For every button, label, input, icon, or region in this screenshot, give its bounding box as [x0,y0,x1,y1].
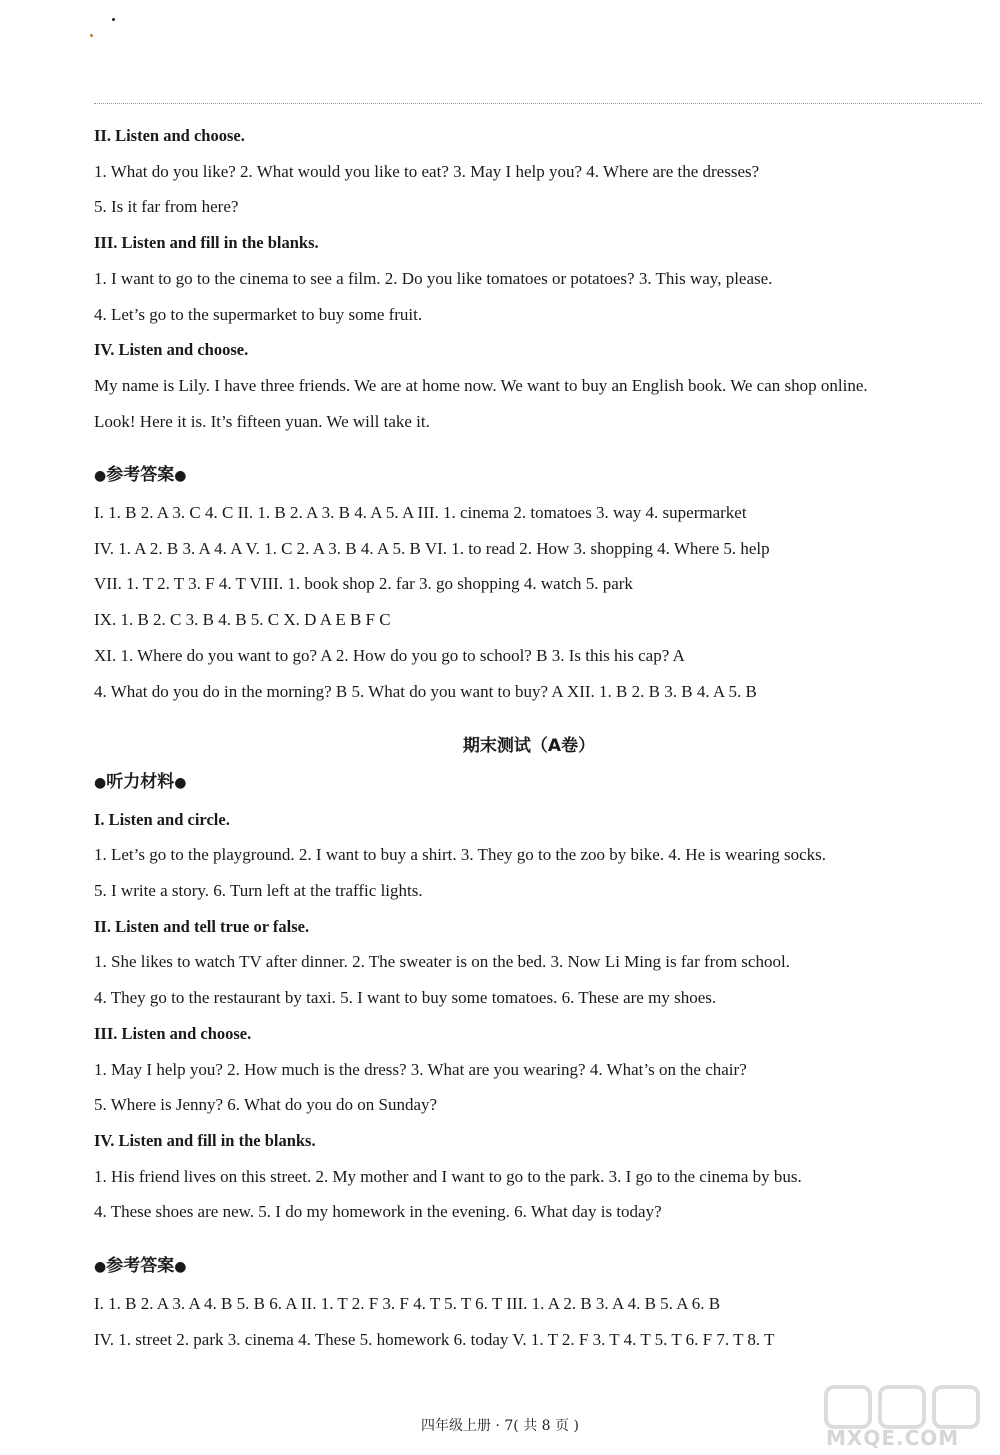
bullet-icon: ● [94,774,107,791]
answers-label-text: 参考答案 [106,465,175,486]
text-line: 1. What do you like? 2. What would you like to eat? 3. May I help you? 4. Where are the dresses? [94,161,760,181]
bullet-icon: ● [174,468,187,485]
listening-block [94,1016,964,1123]
listening-block [94,118,964,225]
text-line: 1. His friend lives on this street. 2. My mother and I want to go to the park. 3. I go to the cinema by bus. [94,1166,802,1186]
answer-line: IV. 1. A 2. B 3. A 4. A V. 1. C 2. A 3. B 4. A 5. B VI. 1. to read 2. How 3. shopping 4. Where 5. help [94,538,770,558]
text-line: 1. Let’s go to the playground. 2. I want to buy a shirt. 3. They go to the zoo by bike. 4. He is wearing socks. [94,845,826,865]
answers-list [94,495,964,709]
corner-mark [112,18,115,21]
text-line: 4. These shoes are new. 5. I do my homework in the evening. 6. What day is today? [94,1202,662,1222]
text-line: 4. They go to the restaurant by taxi. 5. I want to buy some tomatoes. 6. These are my shoes. [94,988,717,1008]
answer-line: IX. 1. B 2. C 3. B 4. B 5. C X. D A E B F C [94,610,391,630]
listening-block [94,802,964,909]
corner-mark [90,34,93,37]
block-heading: III. Listen and fill in the blanks. [94,233,319,253]
block-heading: II. Listen and tell true or false. [94,916,310,936]
section-title: 期末测试（A卷） [462,736,596,757]
bullet-icon: ● [174,1259,187,1276]
answers-list [94,1286,964,1357]
block-heading: IV. Listen and fill in the blanks. [94,1130,316,1150]
top-divider [94,103,982,104]
block-heading: II. Listen and choose. [94,126,245,145]
text-line: 5. Where is Jenny? 6. What do you do on Sunday? [94,1095,438,1115]
text-line: 1. May I help you? 2. How much is the dress? 3. What are you wearing? 4. What’s on the chair? [94,1059,747,1079]
text-line: 5. Is it far from here? [94,197,239,217]
watermark-text: MXQE.COM [826,1426,960,1450]
text-line: 1. I want to go to the cinema to see a film. 2. Do you like tomatoes or potatoes? 3. This way, please. [94,268,773,288]
text-line: Look! Here it is. It’s fifteen yuan. We will take it. [94,411,430,431]
text-line: 4. Let’s go to the supermarket to buy some fruit. [94,304,423,324]
answers-label [94,458,964,495]
block-heading: IV. Listen and choose. [94,340,249,360]
text-line: My name is Lily. I have three friends. We are at home now. We want to buy an English book. We can shop online. [94,375,868,395]
answer-line: I. 1. B 2. A 3. A 4. B 5. B 6. A II. 1. T 2. F 3. F 4. T 5. T 6. T III. 1. A 2. B 3. A 4. B 5. A 6. B [94,1293,721,1313]
block-heading: I. Listen and circle. [94,809,230,829]
answer-line: XI. 1. Where do you want to go? A 2. How do you go to school? B 3. Is this his cap? A [94,645,685,665]
listening-block [94,332,964,439]
text-line: 5. I write a story. 6. Turn left at the traffic lights. [94,881,423,901]
text-line: 1. She likes to watch TV after dinner. 2. The sweater is on the bed. 3. Now Li Ming is far from school. [94,952,790,972]
listening-block [94,1123,964,1230]
listening-block [94,909,964,1016]
answer-line: IV. 1. street 2. park 3. cinema 4. These 5. homework 6. today V. 1. T 2. F 3. T 4. T 5. T 6. F 7. T 8. T [94,1329,775,1349]
answers-label [94,1249,964,1286]
block-heading: III. Listen and choose. [94,1023,252,1043]
page-footer: 四年级上册 · 7( 共 8 页 ) [421,1418,579,1434]
listening-label [94,765,964,802]
bullet-icon: ● [94,1259,107,1276]
answer-line: 4. What do you do in the morning? B 5. What do you want to buy? A XII. 1. B 2. B 3. B 4. A 5. B [94,681,757,701]
answer-line: VII. 1. T 2. T 3. F 4. T VIII. 1. book shop 2. far 3. go shopping 4. watch 5. park [94,574,633,594]
bullet-icon: ● [94,468,107,485]
answer-line: I. 1. B 2. A 3. C 4. C II. 1. B 2. A 3. B 4. A 5. A III. 1. cinema 2. tomatoes 3. way 4. supermarket [94,503,747,523]
page-content [94,118,964,1357]
listening-label-text: 听力材料 [106,771,175,792]
listening-block [94,225,964,332]
bullet-icon: ● [174,774,187,791]
answers-label-text: 参考答案 [106,1256,175,1277]
